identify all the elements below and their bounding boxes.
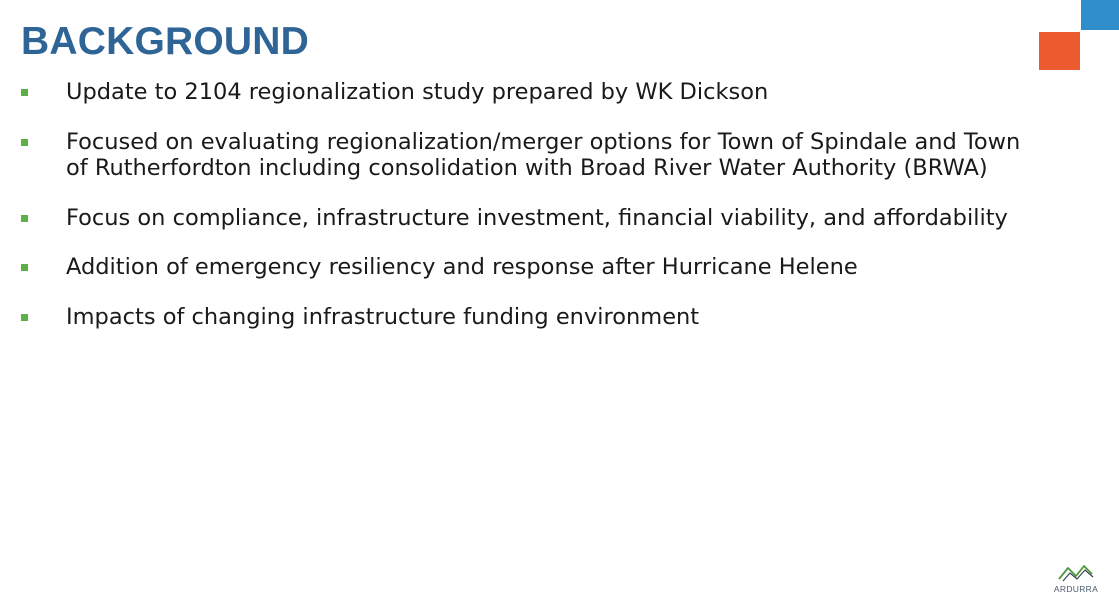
bullet-item bbox=[0, 254, 1040, 281]
bullet-item bbox=[0, 79, 1040, 106]
bullet-text: Impacts of changing infrastructure funding environment bbox=[66, 303, 700, 330]
bullet-marker-icon bbox=[21, 139, 28, 146]
bullet-marker-icon bbox=[21, 215, 28, 222]
slide-title: BACKGROUND bbox=[21, 20, 309, 63]
bullet-text: Focus on compliance, infrastructure investment, financial viability, and affordability bbox=[66, 204, 1008, 231]
bullet-marker-icon bbox=[21, 264, 28, 271]
bullet-item bbox=[0, 304, 1040, 331]
bullet-marker-icon bbox=[21, 89, 28, 96]
bullet-text: Update to 2104 regionalization study prepared by WK Dickson bbox=[66, 79, 769, 105]
bullet-marker-icon bbox=[21, 314, 28, 321]
bullet-list bbox=[0, 79, 1040, 353]
bullet-item bbox=[0, 205, 1040, 232]
accent-square-blue bbox=[1081, 0, 1119, 30]
accent-square-orange bbox=[1039, 32, 1080, 70]
logo-text: ARDURRA bbox=[1053, 584, 1099, 594]
bullet-item bbox=[0, 129, 1040, 182]
bullet-text: Addition of emergency resiliency and response after Hurricane Helene bbox=[66, 254, 858, 280]
bullet-text: Focused on evaluating regionalization/merger options for Town of Spindale and Town of Rutherfordton including consolidation with Broad River Water Authority (BRWA) bbox=[66, 128, 1021, 181]
ardurra-mark-icon bbox=[1057, 562, 1095, 582]
ardurra-logo bbox=[1048, 562, 1104, 598]
